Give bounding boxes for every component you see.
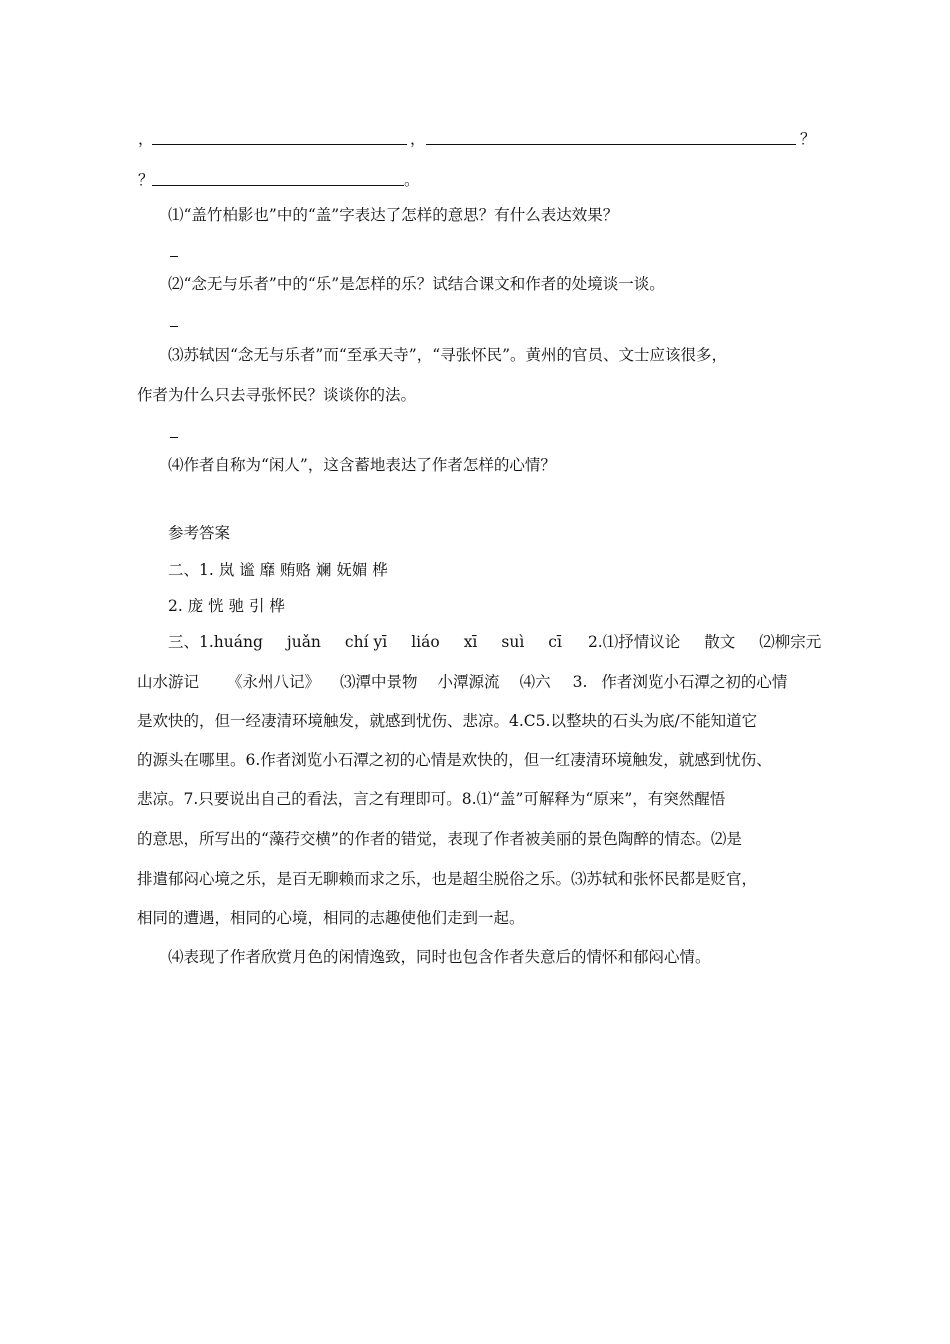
answers-body-line-1: 是欢快的，但一经凄清环境触发，就感到忧伤、悲凉。4.C5.以整块的石头为底/不能知道它 <box>137 712 758 730</box>
answer-2-3: ⑶潭中景物 <box>340 673 418 691</box>
question-2: ⑵“念无与乐者”中的“乐”是怎样的乐？试结合课文和作者的处境谈一谈。 <box>168 275 665 293</box>
pinyin-7: cī <box>548 633 562 651</box>
answers-section-2-item-1: 二、1. 岚 谧 靡 贿赂 斓 妩媚 桦 <box>168 561 388 579</box>
answers-body-line-6: 相同的遭遇，相同的心境，相同的志趣使他们走到一起。 <box>137 909 525 927</box>
answers-body-line-5: 排遣郁闷心境之乐，是百无聊赖而求之乐，也是超尘脱俗之乐。⑶苏轼和张怀民都是贬官， <box>137 870 758 888</box>
answer-2-1: 2.⑴抒情议论 <box>587 633 681 651</box>
pinyin-4: liáo <box>411 633 440 651</box>
answers-body-line-2: 的源头在哪里。6.作者浏览小石潭之初的心情是欢快的，但一红凄清环境触发，就感到忧伤、 <box>137 751 772 769</box>
answers-section-2-item-2: 2. 庞 恍 驰 引 桦 <box>168 597 285 615</box>
answer-3-text: 作者浏览小石潭之初的心情 <box>601 673 788 691</box>
answer-2-4: ⑷六 <box>519 673 551 691</box>
answer-blank-1[interactable] <box>152 130 407 145</box>
pinyin-2: juǎn <box>286 633 321 651</box>
answers-heading: 参考答案 <box>168 524 231 542</box>
answers-body-line-7: ⑷表现了作者欣赏月色的闲情逸致，同时也包含作者失意后的情怀和郁闷心情。 <box>168 948 711 966</box>
answer-blank-3[interactable] <box>152 171 404 186</box>
punct-comma: ， <box>138 130 154 148</box>
answer-dash-1[interactable] <box>170 256 178 257</box>
punct-comma: ， <box>410 130 426 148</box>
fill-line-2-end <box>404 170 420 190</box>
pinyin-6: suì <box>501 633 525 651</box>
answer-2-1b: 散文 <box>704 633 736 651</box>
answers-body-line-4: 的意思，所写出的“藻荇交横”的作者的错觉，表现了作者被美丽的景色陶醉的情态。⑵是 <box>137 830 742 848</box>
fill-line-1-end <box>800 129 816 149</box>
question-4: ⑷作者自称为“闲人”，这含蓄地表达了作者怎样的心情？ <box>168 456 556 474</box>
question-3-line-2: 作者为什么只去寻张怀民？谈谈你的法。 <box>137 386 417 404</box>
pinyin-3: chí yī <box>344 633 388 651</box>
answer-dash-3[interactable] <box>170 437 178 438</box>
answer-2-2b: 山水游记 <box>137 673 200 691</box>
punct-period: 。 <box>404 171 420 189</box>
question-3-line-1: ⑶苏轼因“念无与乐者”而“至承天寺”，“寻张怀民”。黄州的官员、文士应该很多， <box>168 346 728 364</box>
answers-line-2 <box>137 672 787 692</box>
answer-blank-2[interactable] <box>426 130 796 145</box>
pinyin-5: xī <box>463 633 478 651</box>
answers-body-line-3: 悲凉。7.只要说出自己的看法，言之有理即可。8.⑴“盖”可解释为“原来”，有突然醒悟 <box>137 790 726 808</box>
fill-line-1-mid <box>410 129 426 149</box>
answer-2-3b: 小潭源流 <box>437 673 500 691</box>
punct-question: ？ <box>138 171 154 189</box>
answer-2-2: ⑵柳宗元 <box>759 633 822 651</box>
answers-section-3-line <box>168 632 821 652</box>
answer-dash-2[interactable] <box>170 326 178 327</box>
question-1: ⑴“盖竹柏影也”中的“盖”字表达了怎样的意思？有什么表达效果？ <box>168 206 619 224</box>
answer-3-number: 3. <box>572 673 588 691</box>
answer-2-2c: 《永州八记》 <box>227 673 321 691</box>
pinyin-1: 三、1.huáng <box>168 633 263 651</box>
punct-question: ？ <box>800 130 816 148</box>
